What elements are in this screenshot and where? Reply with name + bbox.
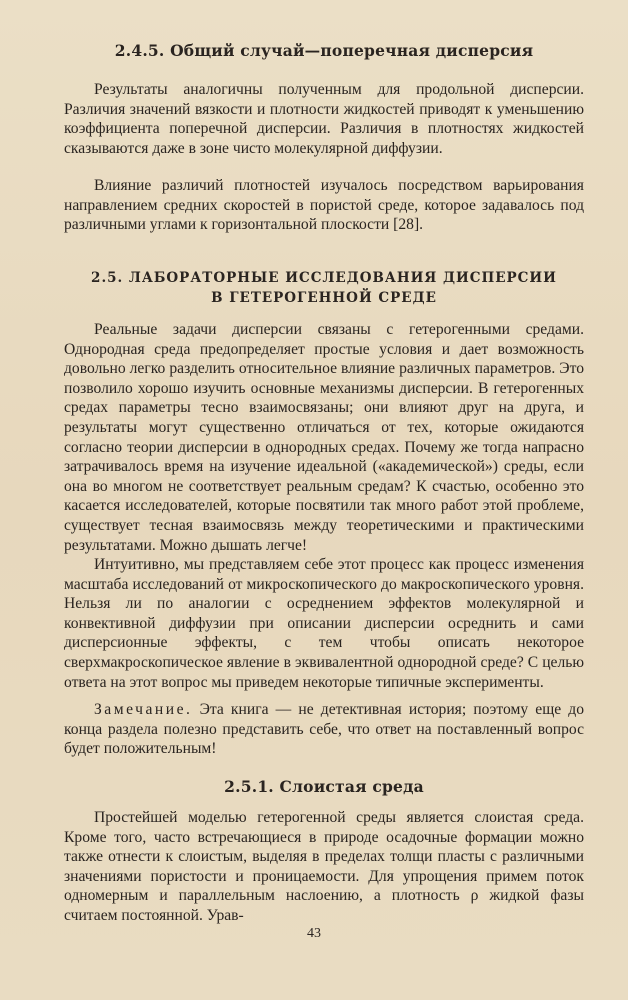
section-2-4-5-heading: 2.4.5. Общий случай—поперечная дисперсия <box>114 41 534 60</box>
section-2-5-1-paragraph-1: Простейшей моделью гетерогенной среды является слоистая среда. Кроме того, часто встречающиеся в природе осадочные формации можно также отнести к слоистым, выделяя в пределах толщи пласты с различными значениями пористости и проницаемости. Для упрощения примем поток одномерным и параллельным наслоению, а плотность ρ жидкой фазы считаем постоянной. Урав- <box>64 809 584 924</box>
remark-text: Эта книга — не детективная история; поэтому еще до конца раздела полезно представить себе, что ответ на поставленный вопрос будет положительным! <box>64 701 584 758</box>
section-2-5-heading <box>64 268 584 308</box>
page-number: 43 <box>307 926 321 941</box>
section-2-5-paragraph-2: Интуитивно, мы представляем себе этот процесс как процесс изменения масштаба исследований от микроскопического до макроскопического уровня. Нельзя ли по аналогии с осреднением эффектов молекулярной и конвективной диффузии при описании дисперсии осреднить и сами дисперсионные эффекты, с тем чтобы описать некоторое сверхмакроскопическое явление в эквивалентной однородной среде? С целью ответа на этот вопрос мы приведем некоторые типичные эксперименты. <box>64 556 584 691</box>
section-2-5-1-heading: 2.5.1. Слоистая среда <box>224 777 424 796</box>
remark-paragraph <box>64 700 584 759</box>
remark-label: Замечание. <box>94 701 193 718</box>
section-2-5-heading-line-2: В ГЕТЕРОГЕННОЙ СРЕДЕ <box>211 290 437 306</box>
section-2-5-paragraph-1: Реальные задачи дисперсии связаны с гетерогенными средами. Однородная среда предопределяет простые условия и дает возможность довольно легко разделить относительное влияние различных параметров. Это позволило хорошо изучить основные механизмы дисперсии. В гетерогенных средах параметры тесно взаимосвязаны; они влияют друг на друга, и результаты могут существенно отличаться от тех, которые ожидаются согласно теории дисперсии в однородных средах. Почему же тогда напрасно затрачивалось время на изучение идеальной («академической») среды, если она во многом не соответствует реальным средам? К счастью, особенно это касается исследователей, которые посвятили так много работ этой проблеме, существует тесная взаимосвязь между теоретическими и практическими результатами. Можно дышать легче! <box>64 321 584 554</box>
section-2-4-5-paragraph-2: Влияние различий плотностей изучалось посредством варьирования направлением средних скоростей в пористой среде, которое задавалось под различными углами к горизонтальной плоскости [28]. <box>64 177 584 234</box>
section-2-4-5-paragraph-1: Результаты аналогичны полученным для продольной дисперсии. Различия значений вязкости и плотности жидкостей приводят к уменьшению коэффициента поперечной дисперсии. Различия в плотностях жидкостей сказываются даже в зоне чисто молекулярной диффузии. <box>64 81 584 157</box>
section-2-5-heading-line-1: 2.5. ЛАБОРАТОРНЫЕ ИССЛЕДОВАНИЯ ДИСПЕРСИИ <box>91 270 557 286</box>
